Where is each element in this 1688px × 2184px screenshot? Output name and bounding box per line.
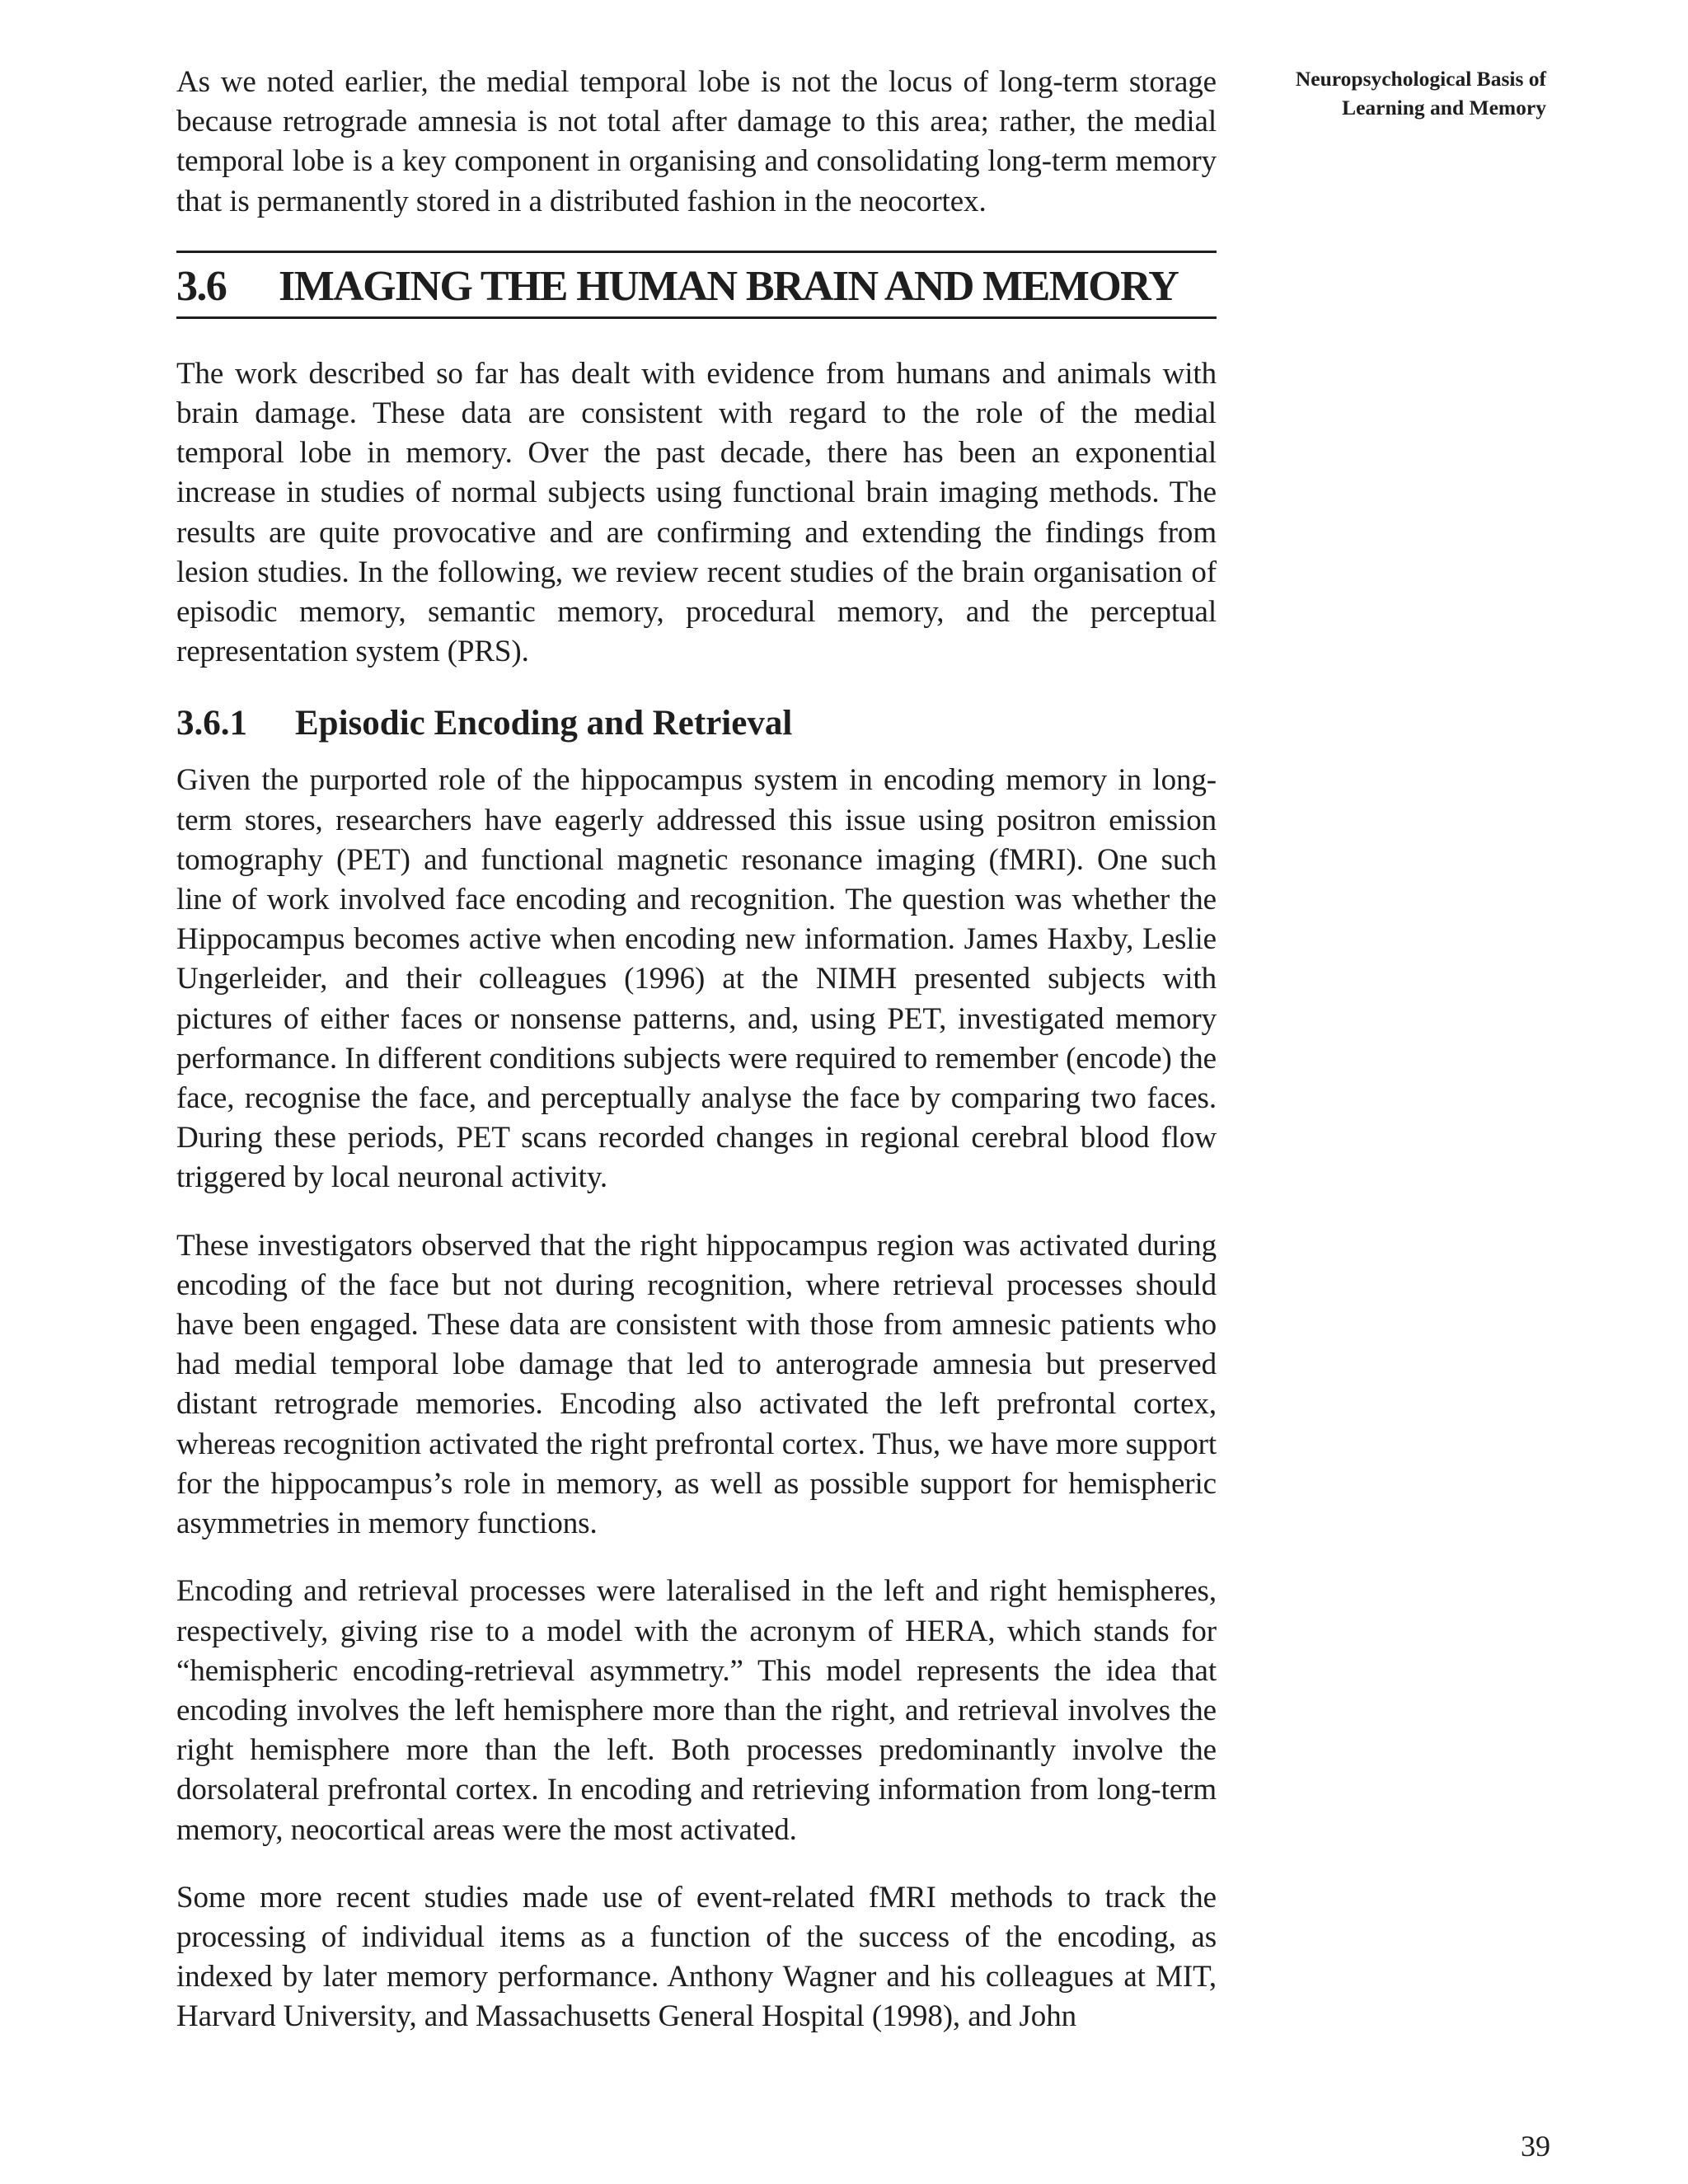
subsection-title: Episodic Encoding and Retrieval [295, 704, 793, 743]
subsection-number: 3.6.1 [176, 704, 247, 743]
running-head-line-2: Learning and Memory [1342, 96, 1546, 120]
section-heading [176, 251, 1217, 319]
page-number: 39 [1521, 2130, 1550, 2163]
body-paragraph-1: Given the purported role of the hippocampus system in encoding memory in long-term stores, researchers have eagerly addressed this issue using positron emission tomography (PET) and functional magnetic resonance imaging (fMRI). One such line of work involved face encoding and recognition. The question was whether the Hippocampus becomes active when encoding new information. James Haxby, Leslie Ungerleider, and their colleagues (1996) at the NIMH presented subjects with pictures of either faces or nonsense patterns, and, using PET, investigated memory performance. In different conditions subjects were required to remember (encode) the face, recognise the face, and perceptually analyse the face by comparing two faces. During these periods, PET scans recorded changes in regional cerebral blood flow triggered by local neuronal activity. [176, 763, 1217, 1195]
running-head-line-1: Neuropsychological Basis of [1295, 67, 1546, 91]
intro-paragraph: As we noted earlier, the medial temporal lobe is not the locus of long-term storage because retrograde amnesia is not total after damage to this area; rather, the medial temporal lobe is a key component in organising and consolidating long-term memory that is permanently stored in a distributed fashion in the neocortex. [176, 65, 1217, 218]
section-paragraph: The work described so far has dealt with evidence from humans and animals with brain damage. These data are consistent with regard to the role of the medial temporal lobe in memory. Over the past decade, there has been an exponential increase in studies of normal subjects using functional brain imaging methods. The results are quite provocative and are confirming and extending the findings from lesion studies. In the following, we review recent studies of the brain organisation of episodic memory, semantic memory, procedural memory, and the perceptual representation system (PRS). [176, 356, 1217, 669]
body-paragraph-4: Some more recent studies made use of event-related fMRI methods to track the processing of individual items as a function of the success of the encoding, as indexed by later memory performance. Anthony Wagner and his colleagues at MIT, Harvard University, and Massachusetts General Hospital (1998), and John [176, 1880, 1217, 2034]
body-paragraph-2: These investigators observed that the right hippocampus region was activated during encoding of the face but not during recognition, where retrieval processes should have been engaged. These data are consistent with those from amnesic patients who had medial temporal lobe damage that led to anterograde amnesia but preserved distant retrograde memories. Encoding also activated the left prefrontal cortex, whereas recognition activated the right prefrontal cortex. Thus, we have more support for the hippocampus’s role in memory, as well as possible support for hemispheric asymmetries in memory functions. [176, 1228, 1217, 1541]
section-title: IMAGING THE HUMAN BRAIN AND MEMORY [279, 262, 1179, 310]
subsection-heading [176, 701, 1217, 746]
running-head [1200, 64, 1546, 122]
main-column [176, 63, 1217, 2037]
body-paragraph-3: Encoding and retrieval processes were lateralised in the left and right hemispheres, respectively, giving rise to a model with the acronym of HERA, which stands for “hemispheric encoding-retrieval asymmetry.” This model represents the idea that encoding involves the left hemisphere more than the right, and retrieval involves the right hemisphere more than the left. Both processes predominantly involve the dorsolateral prefrontal cortex. In encoding and retrieving information from long-term memory, neocortical areas were the most activated. [176, 1574, 1217, 1847]
section-number: 3.6 [176, 262, 227, 310]
